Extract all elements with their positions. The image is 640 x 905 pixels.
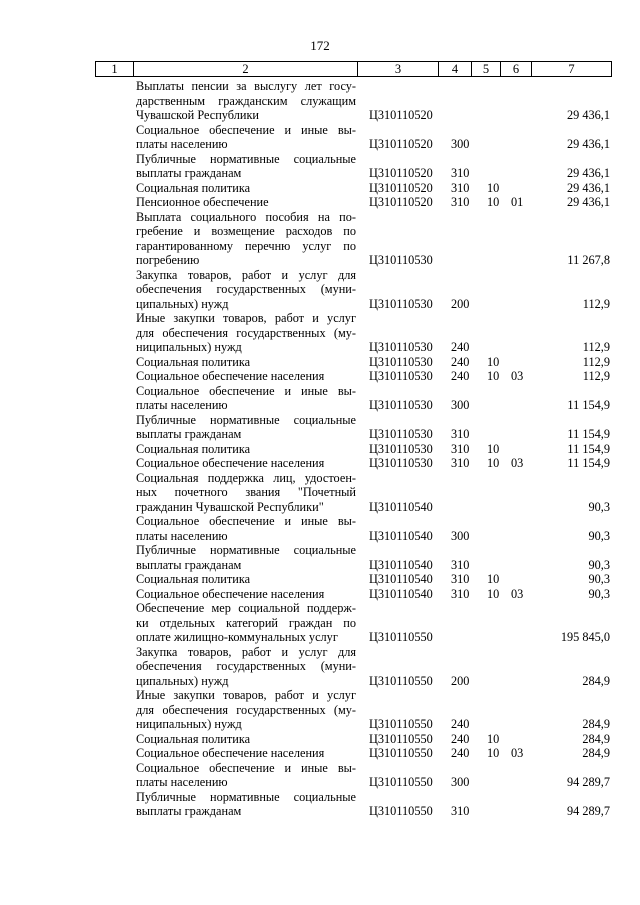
row-name: [136, 152, 356, 181]
row-vr: 200: [451, 296, 470, 311]
row-vr: 240: [451, 746, 470, 760]
row-name-line: Социальное обеспечение населения: [136, 369, 325, 383]
header-col-3: 3: [358, 62, 439, 76]
row-vr: 310: [451, 166, 470, 180]
row-name: [136, 471, 356, 515]
row-sum: 94 289,7: [566, 775, 610, 789]
table-body: [0, 79, 640, 819]
row-pr: 03: [511, 456, 524, 470]
row-name: [136, 268, 356, 312]
row-sum: 90,3: [588, 528, 610, 543]
row-vr: 240: [451, 340, 470, 354]
table-row: [0, 152, 640, 181]
table-row: [0, 311, 640, 355]
row-rz: 10: [487, 180, 500, 195]
row-name: [136, 572, 356, 587]
row-sum: 284,9: [582, 673, 610, 688]
row-csr: Ц310110550: [369, 630, 433, 644]
row-name: [136, 456, 356, 471]
row-name-line: Выплаты пенсии за выслугу лет госу-: [136, 79, 356, 93]
row-name-line: Социальная поддержка лиц, удостоен-: [136, 470, 356, 485]
row-csr: Ц310110540: [369, 572, 433, 586]
row-name-line: Социальная политика: [136, 441, 251, 456]
row-sum: 112,9: [582, 369, 610, 383]
row-name-line: обеспечения государственных (муни-: [136, 659, 356, 673]
row-sum: 11 154,9: [567, 456, 610, 470]
row-sum: 29 436,1: [566, 108, 610, 122]
row-vr: 310: [451, 180, 470, 195]
row-name-line: Выплата социального пособия на по-: [136, 209, 356, 224]
row-name-line: платы населению: [136, 137, 228, 151]
row-name: [136, 123, 356, 152]
row-name-line: Социальное обеспечение и иные вы-: [136, 514, 356, 528]
row-csr: Ц310110530: [369, 427, 433, 441]
row-pr: 03: [511, 746, 524, 760]
row-name-line: Социальное обеспечение населения: [136, 586, 325, 601]
row-sum: 11 154,9: [567, 441, 610, 456]
row-name-line: Социальная политика: [136, 180, 251, 195]
row-pr: 03: [511, 369, 524, 383]
table-row: [0, 195, 640, 210]
header-col-4: 4: [439, 62, 472, 76]
table-row: [0, 384, 640, 413]
table-row: [0, 355, 640, 370]
row-csr: Ц310110540: [369, 499, 433, 514]
row-sum: 90,3: [588, 499, 610, 514]
row-name-line: Закупка товаров, работ и услуг для: [136, 644, 356, 659]
row-sum: 90,3: [588, 557, 610, 572]
row-name-line: Публичные нормативные социальные: [136, 789, 356, 804]
row-vr: 310: [451, 195, 470, 209]
row-name-line: ниципальных) нужд: [136, 717, 242, 731]
row-sum: 284,9: [582, 746, 610, 760]
row-name-line: платы населению: [136, 398, 228, 412]
row-csr: Ц310110540: [369, 528, 433, 543]
row-csr: Ц310110520: [369, 137, 433, 151]
row-name: [136, 587, 356, 602]
row-rz: 10: [487, 731, 500, 746]
row-csr: Ц310110540: [369, 557, 433, 572]
row-vr: 300: [451, 137, 470, 151]
row-csr: Ц310110540: [369, 586, 433, 601]
row-name: [136, 384, 356, 413]
row-csr: Ц310110520: [369, 166, 433, 180]
table-row: [0, 413, 640, 442]
row-name: [136, 355, 356, 370]
row-csr: Ц310110550: [369, 775, 433, 789]
row-name: [136, 746, 356, 761]
row-csr: Ц310110530: [369, 253, 433, 267]
row-vr: 310: [451, 586, 470, 601]
row-name-line: Социальное обеспечение населения: [136, 746, 325, 760]
row-sum: 112,9: [582, 340, 610, 354]
table-row: [0, 746, 640, 761]
row-name-line: ных почетного звания "Почетный: [136, 485, 356, 499]
row-name-line: Обеспечение мер социальной поддерж-: [136, 601, 356, 615]
row-name-line: гребение и возмещение расходов по: [136, 224, 356, 238]
header-col-7: 7: [568, 62, 575, 76]
row-name: [136, 761, 356, 790]
row-vr: 200: [451, 673, 470, 688]
row-name-line: выплаты гражданам: [136, 427, 242, 441]
row-vr: 300: [451, 398, 470, 412]
row-name-line: Социальное обеспечение населения: [136, 456, 325, 470]
row-csr: Ц310110520: [369, 180, 433, 195]
table-row: [0, 761, 640, 790]
row-csr: Ц310110520: [369, 108, 433, 122]
row-name: [136, 514, 356, 543]
row-vr: 240: [451, 731, 470, 746]
table-row: [0, 210, 640, 268]
table-row: [0, 790, 640, 819]
table-row: [0, 79, 640, 123]
row-name: [136, 79, 356, 123]
row-name-line: Чувашской Республики: [136, 108, 260, 122]
row-name-line: выплаты гражданам: [136, 166, 242, 180]
table-row: [0, 732, 640, 747]
row-csr: Ц310110550: [369, 673, 433, 688]
row-name-line: дарственным гражданским служащим: [136, 93, 356, 108]
table-header: [95, 61, 612, 77]
row-name: [136, 790, 356, 819]
row-rz: 10: [487, 572, 500, 586]
row-name-line: платы населению: [136, 775, 228, 789]
row-name-line: Публичные нормативные социальные: [136, 151, 356, 166]
row-name-line: гражданин Чувашской Республики": [136, 499, 324, 514]
row-vr: 300: [451, 528, 470, 543]
table-row: [0, 471, 640, 515]
row-name: [136, 311, 356, 355]
row-csr: Ц310110550: [369, 717, 433, 731]
row-name-line: ципальных) нужд: [136, 673, 229, 688]
row-vr: 310: [451, 427, 470, 441]
row-csr: Ц310110530: [369, 340, 433, 354]
row-name: [136, 181, 356, 196]
row-name: [136, 543, 356, 572]
row-name-line: Социальная политика: [136, 572, 251, 586]
row-name-line: для обеспечения государственных (му-: [136, 702, 356, 717]
row-csr: Ц310110530: [369, 398, 433, 412]
row-pr: 03: [511, 586, 524, 601]
row-sum: 29 436,1: [566, 195, 610, 209]
row-name-line: Социальная политика: [136, 731, 251, 746]
row-rz: 10: [487, 746, 500, 760]
header-col-1: 1: [96, 62, 134, 76]
row-vr: 240: [451, 369, 470, 383]
row-csr: Ц310110530: [369, 354, 433, 369]
row-name-line: Социальное обеспечение и иные вы-: [136, 760, 356, 775]
table-row: [0, 181, 640, 196]
row-sum: 90,3: [588, 572, 610, 586]
table-row: [0, 543, 640, 572]
row-name: [136, 732, 356, 747]
header-col-2: 2: [134, 62, 358, 76]
row-rz: 10: [487, 369, 500, 383]
table-row: [0, 688, 640, 732]
row-name-line: Публичные нормативные социальные: [136, 543, 356, 557]
row-vr: 310: [451, 572, 470, 586]
row-name-line: гарантированному перечню услуг по: [136, 238, 356, 253]
table-row: [0, 587, 640, 602]
row-name-line: оплате жилищно-коммунальных услуг: [136, 630, 338, 644]
row-sum: 29 436,1: [566, 166, 610, 180]
row-name-line: Иные закупки товаров, работ и услуг: [136, 688, 356, 702]
row-name: [136, 413, 356, 442]
row-name-line: выплаты гражданам: [136, 804, 242, 818]
table-row: [0, 369, 640, 384]
table-row: [0, 456, 640, 471]
table-row: [0, 645, 640, 689]
row-name-line: для обеспечения государственных (му-: [136, 325, 356, 340]
row-vr: 240: [451, 717, 470, 731]
row-name: [136, 688, 356, 732]
row-rz: 10: [487, 354, 500, 369]
row-name-line: обеспечения государственных (муни-: [136, 282, 356, 296]
row-sum: 11 267,8: [567, 253, 610, 267]
row-name: [136, 601, 356, 645]
row-vr: 310: [451, 456, 470, 470]
row-pr: 01: [511, 195, 524, 209]
header-col-6: 6: [501, 62, 532, 76]
row-name-line: Социальная политика: [136, 354, 251, 369]
row-name: [136, 645, 356, 689]
row-csr: Ц310110550: [369, 804, 433, 818]
row-name: [136, 195, 356, 210]
row-vr: 310: [451, 804, 470, 818]
table-row: [0, 572, 640, 587]
row-sum: 29 436,1: [566, 137, 610, 151]
row-sum: 94 289,7: [566, 804, 610, 818]
row-csr: Ц310110550: [369, 746, 433, 760]
row-sum: 29 436,1: [566, 180, 610, 195]
row-sum: 11 154,9: [567, 427, 610, 441]
row-name-line: Социальное обеспечение и иные вы-: [136, 122, 356, 137]
row-rz: 10: [487, 441, 500, 456]
row-sum: 112,9: [582, 296, 610, 311]
row-sum: 195 845,0: [560, 630, 610, 644]
row-name-line: Пенсионное обеспечение: [136, 195, 269, 209]
row-name-line: выплаты гражданам: [136, 557, 242, 572]
row-sum: 112,9: [582, 354, 610, 369]
row-name-line: Социальное обеспечение и иные вы-: [136, 383, 356, 398]
row-name-line: платы населению: [136, 528, 228, 543]
row-vr: 300: [451, 775, 470, 789]
row-csr: Ц310110530: [369, 369, 433, 383]
row-name-line: Публичные нормативные социальные: [136, 412, 356, 427]
row-name: [136, 442, 356, 457]
row-rz: 10: [487, 456, 500, 470]
table-row: [0, 442, 640, 457]
row-sum: 11 154,9: [567, 398, 610, 412]
row-sum: 284,9: [582, 717, 610, 731]
row-vr: 240: [451, 354, 470, 369]
row-csr: Ц310110550: [369, 731, 433, 746]
table-row: [0, 601, 640, 645]
row-name-line: ципальных) нужд: [136, 296, 229, 311]
row-vr: 310: [451, 557, 470, 572]
row-csr: Ц310110520: [369, 195, 433, 209]
header-col-5: 5: [472, 62, 501, 76]
row-name-line: погребению: [136, 253, 200, 267]
table-row: [0, 268, 640, 312]
row-csr: Ц310110530: [369, 456, 433, 470]
row-name-line: ки отдельных категорий граждан по: [136, 615, 356, 630]
row-vr: 310: [451, 441, 470, 456]
page-number: 172: [310, 38, 330, 53]
row-name-line: Иные закупки товаров, работ и услуг: [136, 311, 356, 325]
row-name-line: Закупка товаров, работ и услуг для: [136, 267, 356, 282]
row-sum: 284,9: [582, 731, 610, 746]
table-row: [0, 123, 640, 152]
table-row: [0, 514, 640, 543]
row-sum: 90,3: [588, 586, 610, 601]
row-csr: Ц310110530: [369, 296, 433, 311]
row-rz: 10: [487, 195, 500, 209]
row-rz: 10: [487, 586, 500, 601]
row-name-line: ниципальных) нужд: [136, 340, 242, 354]
row-csr: Ц310110530: [369, 441, 433, 456]
row-name: [136, 369, 356, 384]
row-name: [136, 210, 356, 268]
